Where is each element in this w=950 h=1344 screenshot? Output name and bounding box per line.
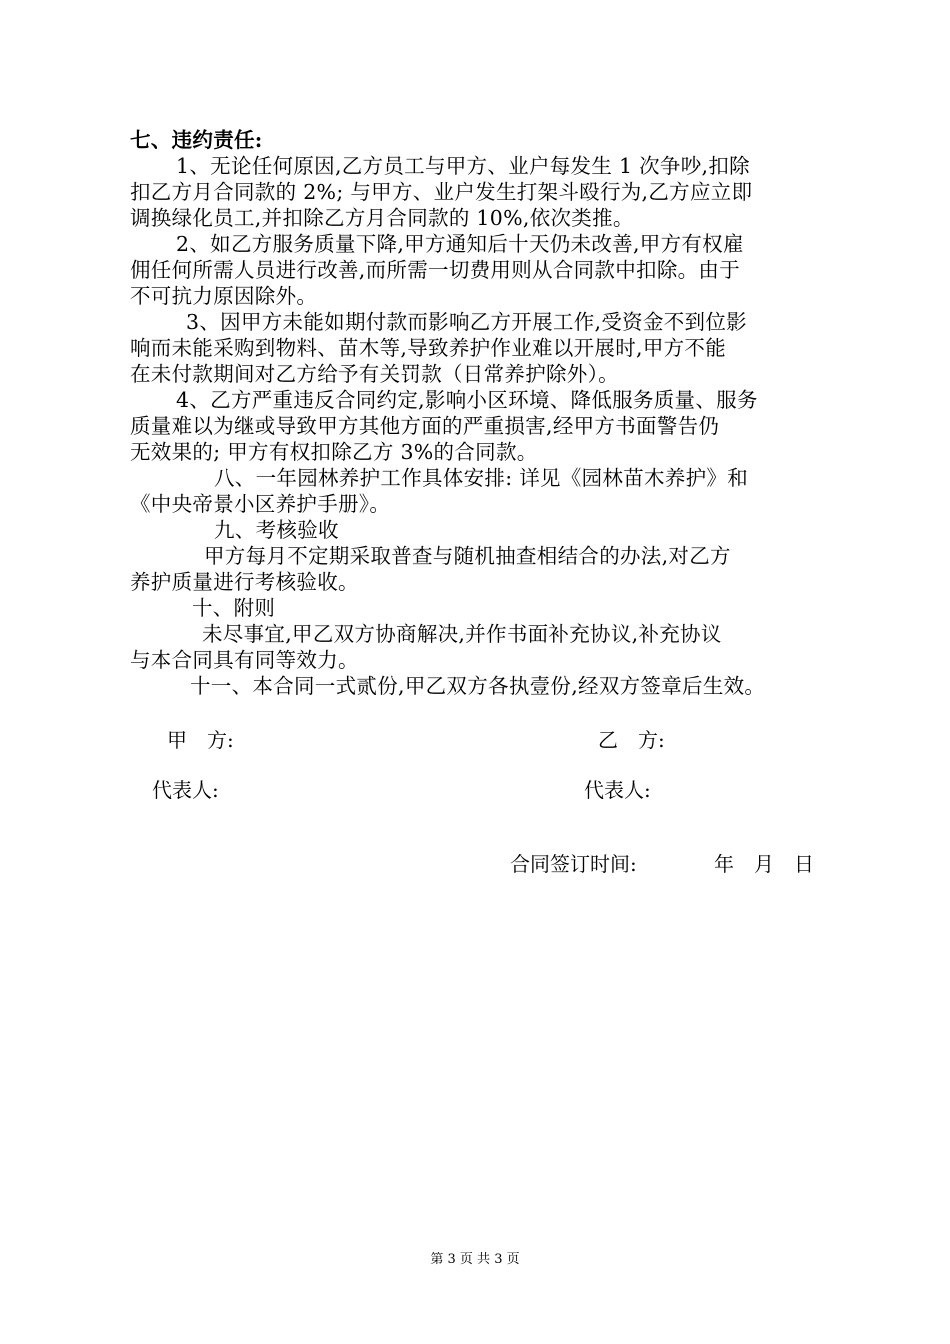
section-9-line-2: 养护质量进行考核验收。 <box>130 570 359 594</box>
clause-7-1-line-2: 扣乙方月合同款的 2%; 与甲方、业户发生打架斗殴行为,乙方应立即 <box>130 180 753 204</box>
section-9-heading: 九、考核验收 <box>214 518 339 542</box>
clause-7-3-line-1: 3、因甲方未能如期付款而影响乙方开展工作,受资金不到位影 <box>186 310 747 334</box>
clause-7-3-line-3: 在未付款期间对乙方给予有关罚款（日常养护除外）。 <box>130 362 619 386</box>
section-7-heading: 七、违约责任: <box>130 128 263 152</box>
clause-7-2-line-2: 佣任何所需人员进行改善,而所需一切费用则从合同款中扣除。由于 <box>130 258 741 282</box>
section-8-line-1: 八、一年园林养护工作具体安排: 详见《园林苗木养护》和 <box>214 466 749 490</box>
clause-7-1-line-1: 1、无论任何原因,乙方员工与甲方、业户每发生 1 次争吵,扣除 <box>176 154 750 178</box>
clause-7-2-line-3: 不可抗力原因除外。 <box>130 284 318 308</box>
clause-7-4-line-1: 4、乙方严重违反合同约定,影响小区环境、降低服务质量、服务 <box>176 388 758 412</box>
section-10-heading: 十、附则 <box>192 596 276 620</box>
clause-7-1-line-3: 调换绿化员工,并扣除乙方月合同款的 10%,依次类推。 <box>130 206 634 230</box>
section-11-line: 十一、本合同一式贰份,甲乙双方各执壹份,经双方签章后生效。 <box>190 674 766 698</box>
section-10-line-2: 与本合同具有同等效力。 <box>130 648 359 672</box>
clause-7-4-line-2: 质量难以为继或导致甲方其他方面的严重损害,经甲方书面警告仍 <box>130 414 720 438</box>
section-10-line-1: 未尽事宜,甲乙双方协商解决,并作书面补充协议,补充协议 <box>202 622 722 646</box>
signing-date-label: 合同签订时间: <box>510 852 637 876</box>
signing-date-blank: 年 月 日 <box>714 852 814 876</box>
party-a-label: 甲 方: <box>167 728 234 752</box>
party-b-label: 乙 方: <box>598 728 665 752</box>
section-8-line-2: 《中央帝景小区养护手册》。 <box>130 492 391 516</box>
section-9-line-1: 甲方每月不定期采取普查与随机抽查相结合的办法,对乙方 <box>204 544 731 568</box>
party-b-representative-label: 代表人: <box>584 778 651 802</box>
clause-7-4-line-3: 无效果的; 甲方有权扣除乙方 3%的合同款。 <box>130 440 538 464</box>
clause-7-2-line-1: 2、如乙方服务质量下降,甲方通知后十天仍未改善,甲方有权雇 <box>176 232 744 256</box>
party-a-representative-label: 代表人: <box>152 778 219 802</box>
clause-7-3-line-2: 响而未能采购到物料、苗木等,导致养护作业难以开展时,甲方不能 <box>130 336 727 360</box>
page-number-footer: 第 3 页 共 3 页 <box>430 1252 520 1267</box>
